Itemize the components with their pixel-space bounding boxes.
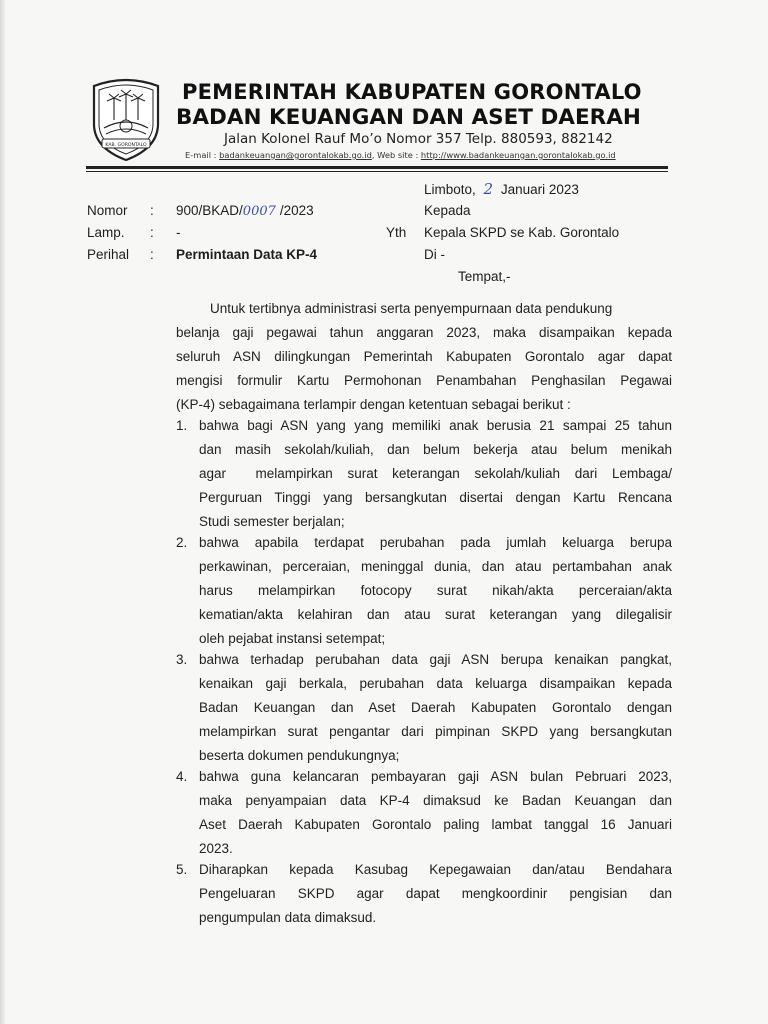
list-item-line: harus melampirkan fotocopy surat nikah/akta perceraian/akta <box>199 583 672 598</box>
list-item-line: Pengeluaran SKPD agar dapat mengkoordinir pengisian dan <box>199 886 672 901</box>
letter-date <box>424 180 579 198</box>
perihal-value: Permintaan Data KP-4 <box>176 247 318 262</box>
nomor-handwritten: 0007 <box>242 204 276 219</box>
nomor-suffix: /2023 <box>279 203 314 218</box>
list-item-line: 2023. <box>199 841 233 856</box>
list-item-line: Perguruan Tinggi yang bersangkutan disertai dengan Kartu Rencana <box>199 490 672 505</box>
intro-line: Untuk tertibnya administrasi serta penyempurnaan data pendukung <box>210 301 613 316</box>
list-item-line: Badan Keuangan dan Aset Daerah Kabupaten Gorontalo dengan <box>199 700 672 715</box>
yth-label: Yth <box>386 225 407 240</box>
list-item-line: beserta dokumen pendukungnya; <box>199 748 400 763</box>
perihal-label: Perihal <box>87 247 130 262</box>
list-item-line: dan masih sekolah/kuliah, dan belum bekerja atau belum menikah <box>199 442 672 457</box>
header-rule-thick <box>86 166 668 169</box>
intro-line: belanja gaji pegawai tahun anggaran 2023, maka disampaikan kepada <box>176 325 672 340</box>
header-address: Jalan Kolonel Rauf Mo’o Nomor 357 Telp. 880593, 882142 <box>224 131 613 147</box>
list-number: 1. <box>176 418 188 433</box>
page-edge <box>0 0 6 1024</box>
list-item-line: kematian/akta kelahiran dan atau surat keterangan yang dilegalisir <box>199 607 672 622</box>
nomor-prefix: 900/BKAD/ <box>176 203 243 218</box>
list-item-line: bahwa apabila terdapat perubahan pada jumlah keluarga berupa <box>199 535 672 550</box>
list-item-line: bahwa bagi ASN yang yang memiliki anak berusia 21 sampai 25 tahun <box>199 418 672 433</box>
list-number: 3. <box>176 652 188 667</box>
contact-email-link[interactable]: badankeuangan@gorontalokab.go.id <box>219 150 372 160</box>
intro-line: mengisi formulir Kartu Permohonan Penambahan Penghasilan Pegawai <box>176 373 672 388</box>
nomor-value <box>176 203 314 219</box>
date-day-handwritten: 2 <box>483 180 494 198</box>
list-item-line: melampirkan surat pengantar dari pimpinan SKPD yang bersangkutan <box>199 724 672 739</box>
date-place: Limboto, <box>424 182 476 197</box>
list-item-line: Studi semester berjalan; <box>199 514 345 529</box>
perihal-colon: : <box>150 247 154 262</box>
list-number: 2. <box>176 535 188 550</box>
list-item-line: kenaikan gaji berkala, perubahan data keluarga disampaikan kepada <box>199 676 672 691</box>
list-item-line: agar melampirkan surat keterangan sekolah/kuliah dari Lembaga/ <box>199 466 672 481</box>
contact-web-prefix: , Web site : <box>371 150 421 160</box>
lamp-label: Lamp. <box>87 225 125 240</box>
kabupaten-gorontalo-logo <box>88 76 164 162</box>
kepada-label: Kepada <box>424 203 471 218</box>
nomor-colon: : <box>150 203 154 218</box>
intro-line: seluruh ASN dilingkungan Pemerintah Kabupaten Gorontalo agar dapat <box>176 349 672 364</box>
contact-email-prefix: E-mail : <box>185 150 220 160</box>
lamp-value: - <box>176 225 181 240</box>
list-item-line: bahwa terhadap perubahan data gaji ASN berupa kenaikan pangkat, <box>199 652 672 667</box>
lamp-colon: : <box>150 225 154 240</box>
date-month-year: Januari 2023 <box>500 182 579 197</box>
nomor-label: Nomor <box>87 203 128 218</box>
header-rule-thin <box>86 171 668 172</box>
logo-text: KAB. GORONTALO <box>105 143 147 148</box>
list-item-line: Aset Daerah Kabupaten Gorontalo paling lambat tanggal 16 Januari <box>199 817 672 832</box>
recipient: Kepala SKPD se Kab. Gorontalo <box>424 225 620 240</box>
list-item-line: Diharapkan kepada Kasubag Kepegawaian dan/atau Bendahara <box>199 862 672 877</box>
contact-website-link[interactable]: http://www.badankeuangan.gorontalokab.go.id <box>420 150 616 160</box>
list-number: 5. <box>176 862 188 877</box>
list-item-line: pengumpulan data dimaksud. <box>199 910 377 925</box>
header-agency-name: BADAN KEUANGAN DAN ASET DAERAH <box>176 105 641 130</box>
list-item-line: bahwa guna kelancaran pembayaran gaji ASN bulan Pebruari 2023, <box>199 769 672 784</box>
list-item-line: oleh pejabat instansi setempat; <box>199 631 386 646</box>
di-label: Di - <box>424 247 445 262</box>
list-number: 4. <box>176 769 188 784</box>
list-item-line: perkawinan, perceraian, meninggal dunia, dan atau pertambahan anak <box>199 559 672 574</box>
header-government-name: PEMERINTAH KABUPATEN GORONTALO <box>182 80 642 104</box>
intro-line: (KP-4) sebagaimana terlampir dengan ketentuan sebagai berikut : <box>176 397 571 412</box>
header-contact <box>185 150 616 160</box>
tempat-label: Tempat,- <box>458 269 511 284</box>
list-item-line: maka penyampaian data KP-4 dimaksud ke Badan Keuangan dan <box>199 793 672 808</box>
